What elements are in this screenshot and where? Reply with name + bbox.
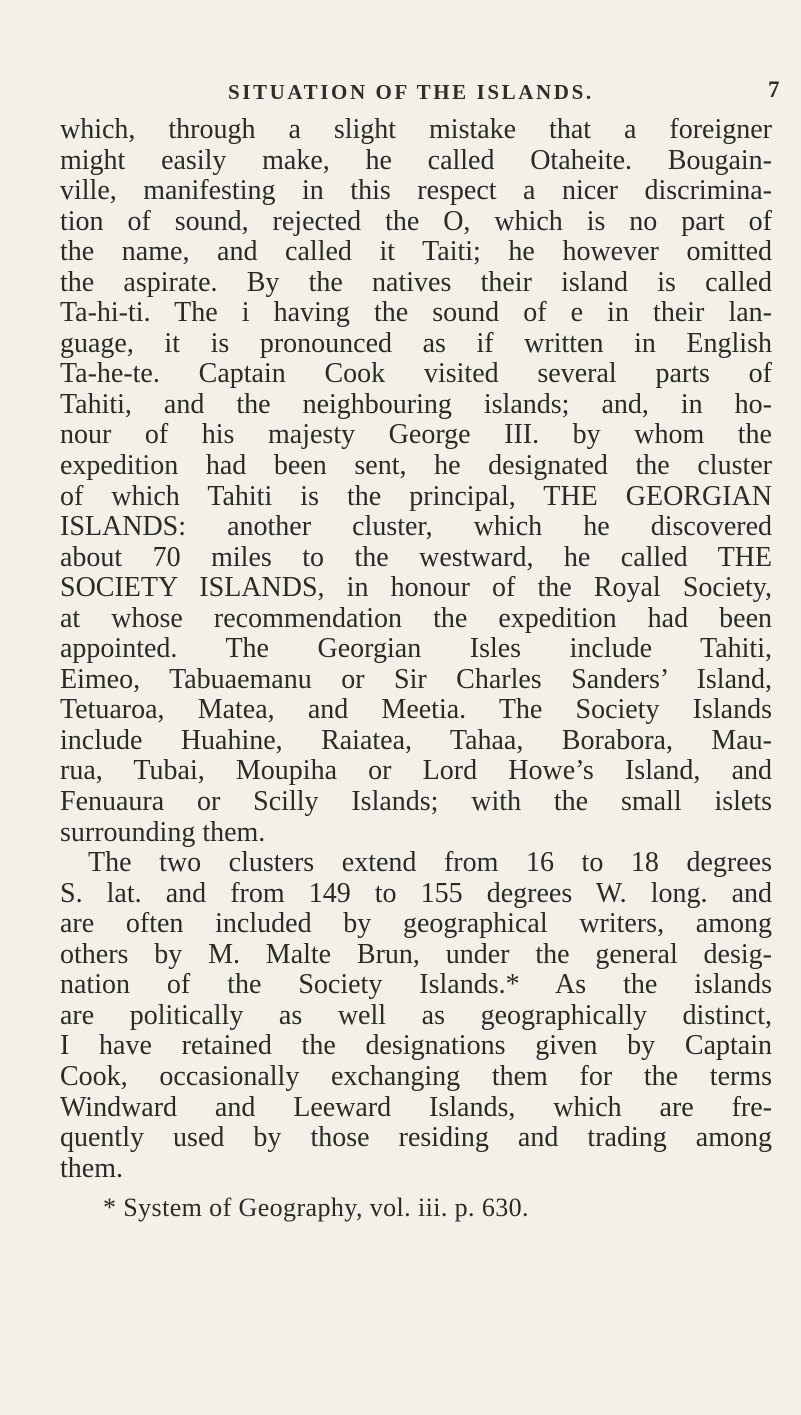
page-number: 7 — [768, 77, 780, 102]
text-line: surrounding them. — [60, 816, 266, 848]
text-line: Ta-he-te. Captain Cook visited several parts of — [60, 358, 772, 390]
text-line: I have retained the designations given by Captain — [60, 1030, 772, 1062]
text-line: which, through a slight mistake that a foreigner — [60, 114, 772, 145]
text-line: tion of sound, rejected the O, which is no part of — [60, 205, 772, 237]
text-line: nour of his majesty George III. by whom the — [60, 419, 772, 451]
text-line: might easily make, he called Otaheite. Bougain- — [60, 144, 772, 176]
text-line: Windward and Leeward Islands, which are fre- — [60, 1091, 772, 1123]
text-line: at whose recommendation the expedition had been — [60, 602, 772, 634]
text-line: expedition had been sent, he designated the cluster — [60, 450, 772, 482]
text-line: quently used by those residing and trading among — [60, 1122, 772, 1154]
text-line: the name, and called it Taiti; he however omitted — [60, 236, 772, 268]
text-line: Fenuaura or Scilly Islands; with the small islets — [60, 786, 772, 818]
text-line: about 70 miles to the westward, he called THE — [60, 541, 772, 573]
text-line: Ta-hi-ti. The i having the sound of e in their lan- — [60, 297, 772, 329]
text-line: rua, Tubai, Moupiha or Lord Howe’s Island, and — [60, 755, 772, 787]
text-line: nation of the Society Islands.* As the islands — [60, 969, 772, 1001]
text-line: of which Tahiti is the principal, THE GEORGIAN — [60, 480, 772, 512]
text-line: are often included by geographical writers, among — [60, 908, 772, 940]
text-line: appointed. The Georgian Isles include Tahiti, — [60, 633, 772, 665]
text-line: ISLANDS: another cluster, which he discovered — [60, 511, 772, 543]
text-line: guage, it is pronounced as if written in English — [60, 327, 772, 359]
text-line: others by M. Malte Brun, under the general desig- — [60, 938, 772, 970]
text-line: Cook, occasionally exchanging them for the terms — [60, 1060, 772, 1092]
text-line: include Huahine, Raiatea, Tahaa, Borabora, Mau- — [60, 724, 772, 756]
text-line: Eimeo, Tabuaemanu or Sir Charles Sanders’ Island, — [60, 663, 772, 695]
text-line: the aspirate. By the natives their island is called — [60, 266, 772, 298]
text-line: Tetuaroa, Matea, and Meetia. The Society Islands — [60, 694, 772, 726]
text-line: S. lat. and from 149 to 155 degrees W. long. and — [60, 877, 772, 909]
body-text — [60, 115, 772, 1184]
text-line: them. — [60, 1152, 123, 1184]
text-line: are politically as well as geographically distinct, — [60, 999, 772, 1031]
text-line: Tahiti, and the neighbouring islands; and, in ho- — [60, 388, 772, 420]
running-head: SITUATION OF THE ISLANDS. — [228, 80, 594, 104]
text-line: SOCIETY ISLANDS, in honour of the Royal Society, — [60, 572, 772, 604]
text-line: The two clusters extend from 16 to 18 degrees — [88, 847, 772, 879]
footnote: * System of Geography, vol. iii. p. 630. — [103, 1193, 529, 1222]
text-line: ville, manifesting in this respect a nicer discrimina- — [60, 175, 772, 207]
